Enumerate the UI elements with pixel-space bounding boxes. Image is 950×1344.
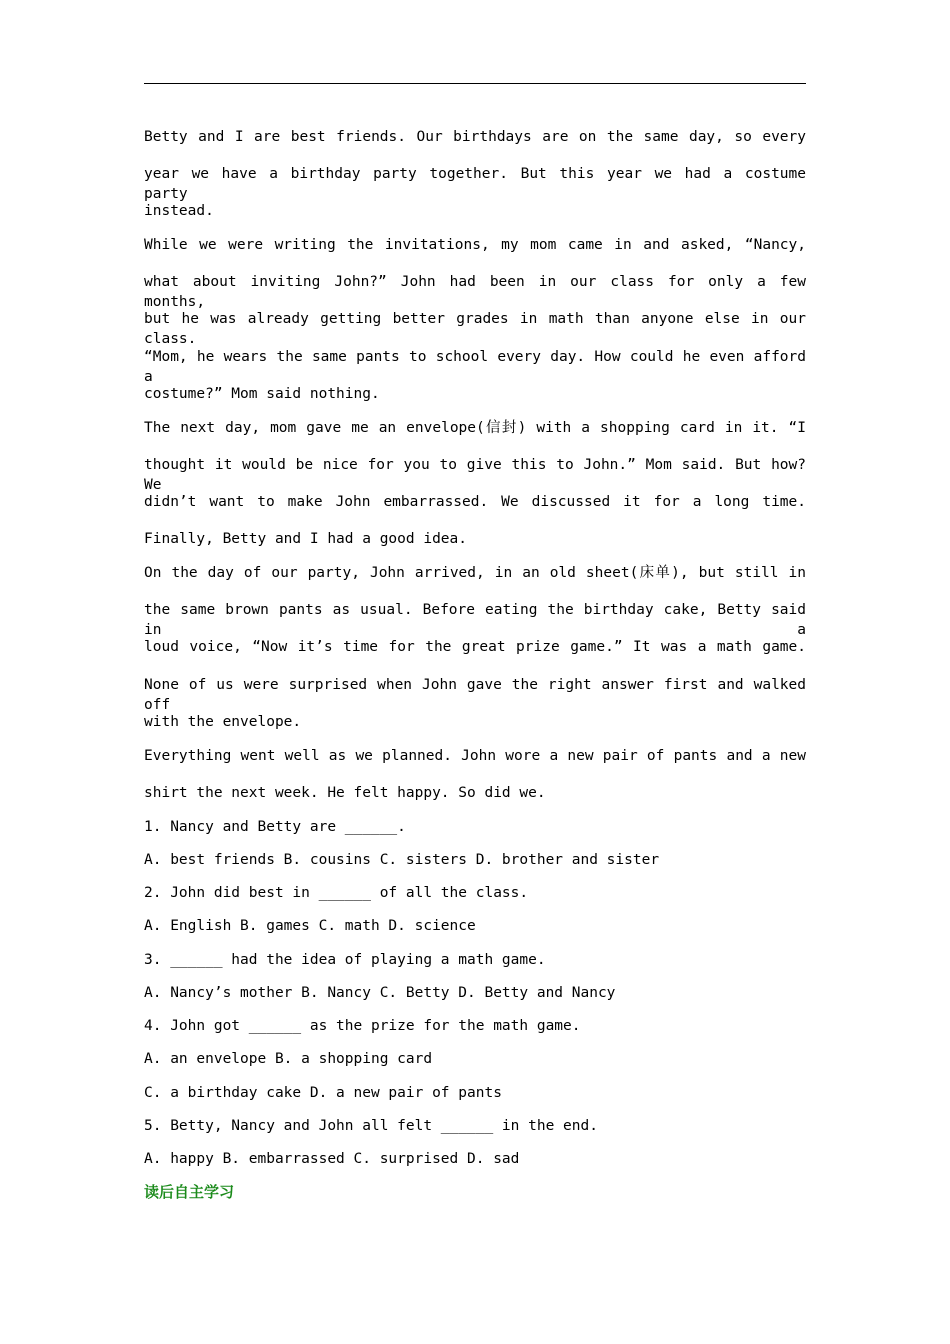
passage-line: costume?” Mom said nothing.: [144, 386, 380, 402]
passage-line: what about inviting John?” John had been in our class for only a few months,: [144, 274, 806, 310]
passage-line: thought it would be nice for you to give this to John.” Mom said. But how? We: [144, 457, 806, 493]
passage-line: Finally, Betty and I had a good idea.: [144, 531, 468, 547]
question-line: C. a birthday cake D. a new pair of pants: [144, 1085, 502, 1101]
question-line: A. an envelope B. a shopping card: [144, 1051, 433, 1067]
passage-line: with the envelope.: [144, 714, 302, 730]
passage-line: None of us were surprised when John gave the right answer first and walked off: [144, 677, 806, 713]
passage-line: year we have a birthday party together. But this year we had a costume party: [144, 166, 806, 202]
passage-line: Betty and I are best friends. Our birthdays are on the same day, so every: [144, 129, 806, 145]
header-rule: [144, 83, 806, 84]
question-line: 5. Betty, Nancy and John all felt ______ in the end.: [144, 1118, 598, 1134]
passage-line: Everything went well as we planned. John wore a new pair of pants and a new: [144, 748, 806, 764]
question-line: A. happy B. embarrassed C. surprised D. sad: [144, 1151, 520, 1167]
question-line: A. Nancy’s mother B. Nancy C. Betty D. Betty and Nancy: [144, 985, 616, 1001]
question-line: A. English B. games C. math D. science: [144, 918, 476, 934]
passage-line: shirt the next week. He felt happy. So did we.: [144, 785, 546, 801]
question-line: 2. John did best in ______ of all the class.: [144, 885, 529, 901]
passage-line: the same brown pants as usual. Before eating the birthday cake, Betty said in a: [144, 602, 806, 638]
passage-line: “Mom, he wears the same pants to school every day. How could he even afford a: [144, 349, 806, 385]
passage-line: loud voice, “Now it’s time for the great prize game.” It was a math game.: [144, 639, 806, 655]
section-heading: 读后自主学习: [144, 1183, 235, 1201]
question-line: 3. ______ had the idea of playing a math game.: [144, 952, 546, 968]
passage-line: The next day, mom gave me an envelope(信封) with a shopping card in it. “I: [144, 420, 806, 436]
passage-line: While we were writing the invitations, my mom came in and asked, “Nancy,: [144, 237, 806, 253]
question-line: 1. Nancy and Betty are ______.: [144, 819, 406, 835]
passage-line: didn’t want to make John embarrassed. We discussed it for a long time.: [144, 494, 806, 510]
passage-line: On the day of our party, John arrived, in an old sheet(床单), but still in: [144, 565, 806, 581]
question-line: 4. John got ______ as the prize for the math game.: [144, 1018, 581, 1034]
passage-line: instead.: [144, 203, 214, 219]
question-line: A. best friends B. cousins C. sisters D. brother and sister: [144, 852, 660, 868]
passage-line: but he was already getting better grades in math than anyone else in our class.: [144, 311, 806, 347]
